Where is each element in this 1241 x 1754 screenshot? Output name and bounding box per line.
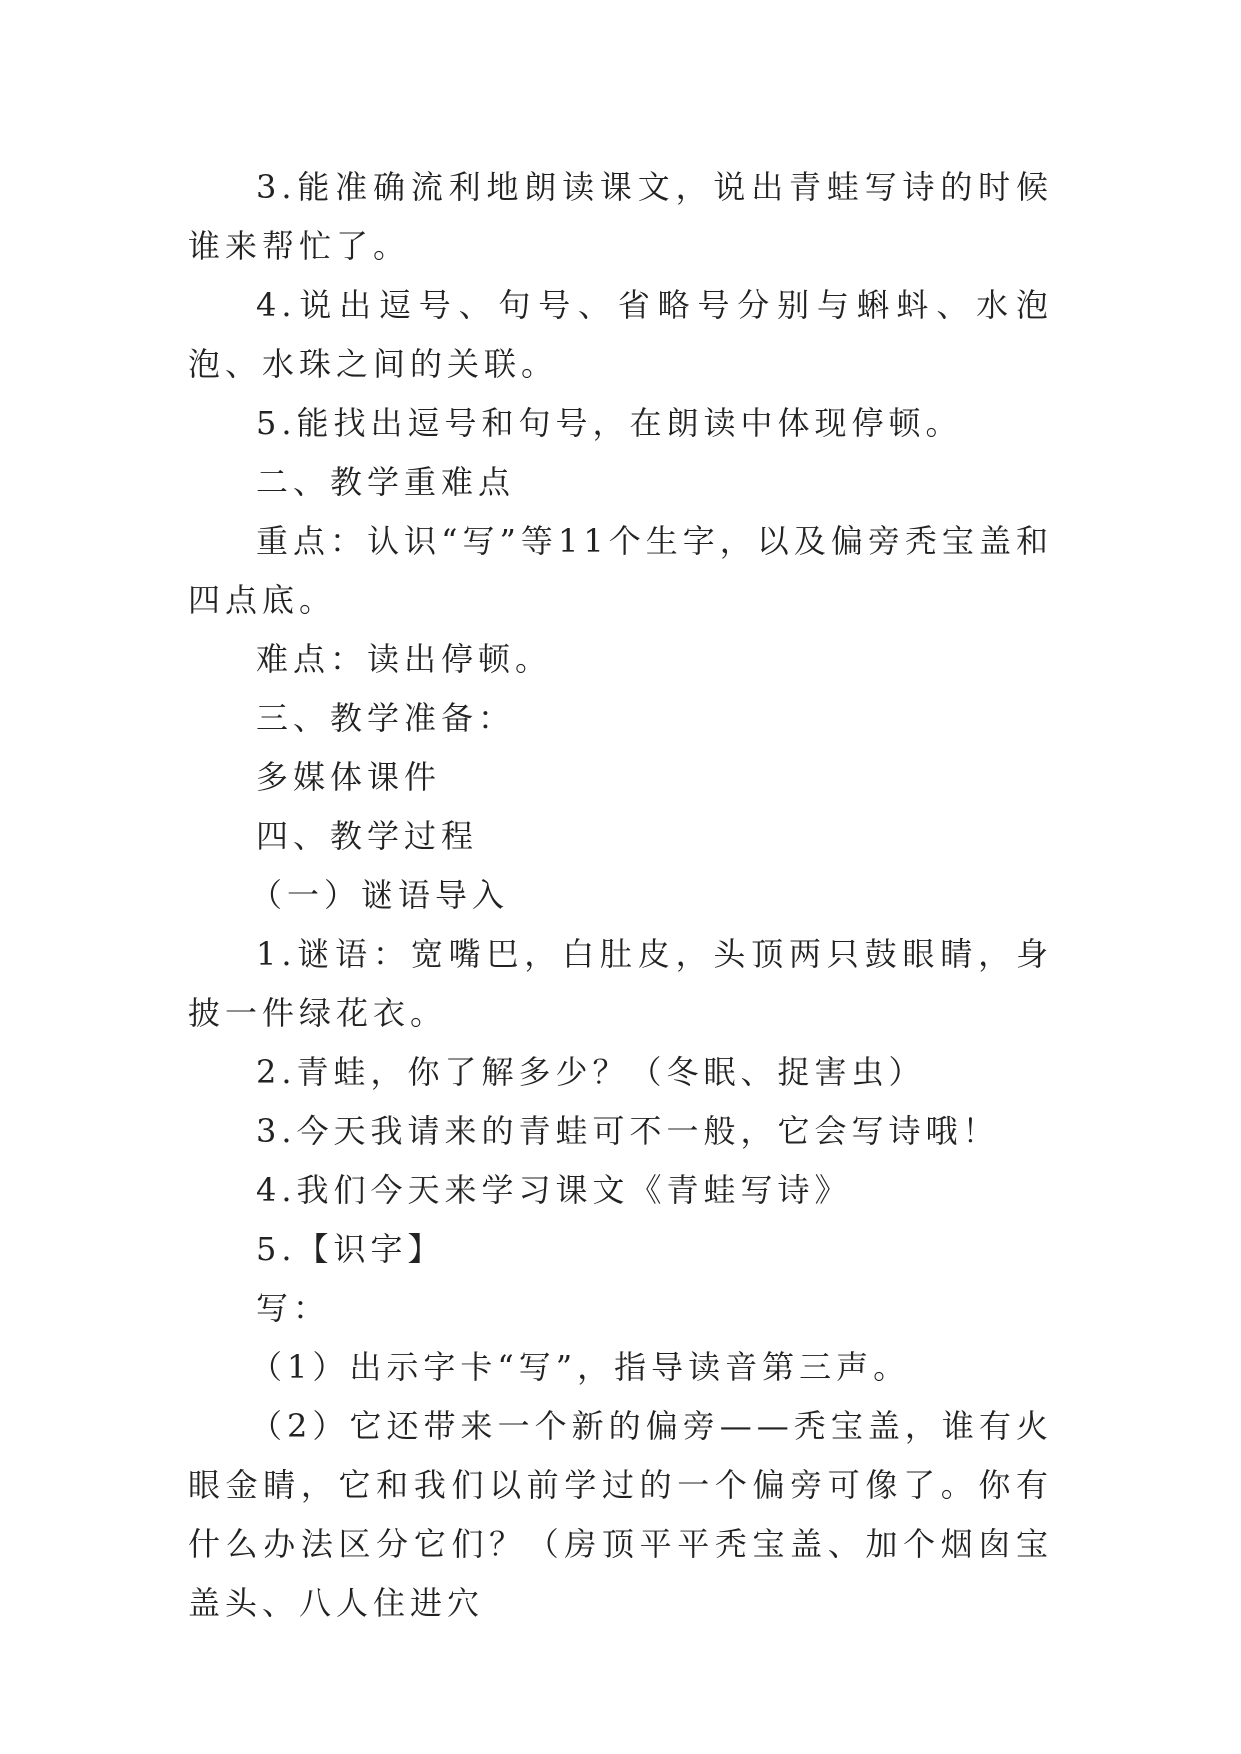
section-heading-process: 四、教学过程 [256,817,479,855]
paragraph-objective-5: 5.能找出逗号和句号，在朗读中体现停顿。 [256,404,963,442]
paragraph-key-point: 重点：认识“写”等11个生字，以及偏旁秃宝盖和四点底。 [188,522,1053,619]
paragraph-lesson-title: 4.我们今天来学习课文《青蛙写诗》 [256,1171,852,1209]
paragraph-step-2: （2）它还带来一个新的偏旁——秃宝盖，谁有火眼金睛，它和我们以前学过的一个偏旁可像了。你有什么办法区分它们？（房顶平平秃宝盖、加个烟囱宝盖头、八人住进穴 [188,1407,1053,1622]
paragraph-riddle: 1.谜语：宽嘴巴，白肚皮，头顶两只鼓眼睛，身披一件绿花衣。 [188,935,1053,1032]
paragraph-frog-poem: 3.今天我请来的青蛙可不一般，它会写诗哦！ [256,1112,1000,1150]
section-heading-key-points: 二、教学重难点 [256,463,516,501]
paragraph-objective-3: 3.能准确流利地朗读课文，说出青蛙写诗的时候谁来帮忙了。 [188,168,1053,265]
paragraph-write-character: 写： [256,1289,331,1327]
paragraph-materials: 多媒体课件 [256,758,442,796]
subsection-heading-riddle: （一）谜语导入 [250,876,510,914]
paragraph-frog-question: 2.青蛙，你了解多少？（冬眠、捉害虫） [256,1053,926,1091]
paragraph-objective-4: 4.说出逗号、句号、省略号分别与蝌蚪、水泡泡、水珠之间的关联。 [188,286,1053,383]
document-body [188,158,1053,1633]
paragraph-literacy-heading: 5.【识字】 [256,1230,445,1268]
paragraph-step-1: （1）出示字卡“写”，指导读音第三声。 [250,1348,911,1386]
paragraph-difficulty: 难点：读出停顿。 [256,640,553,678]
section-heading-preparation: 三、教学准备： [256,699,516,737]
